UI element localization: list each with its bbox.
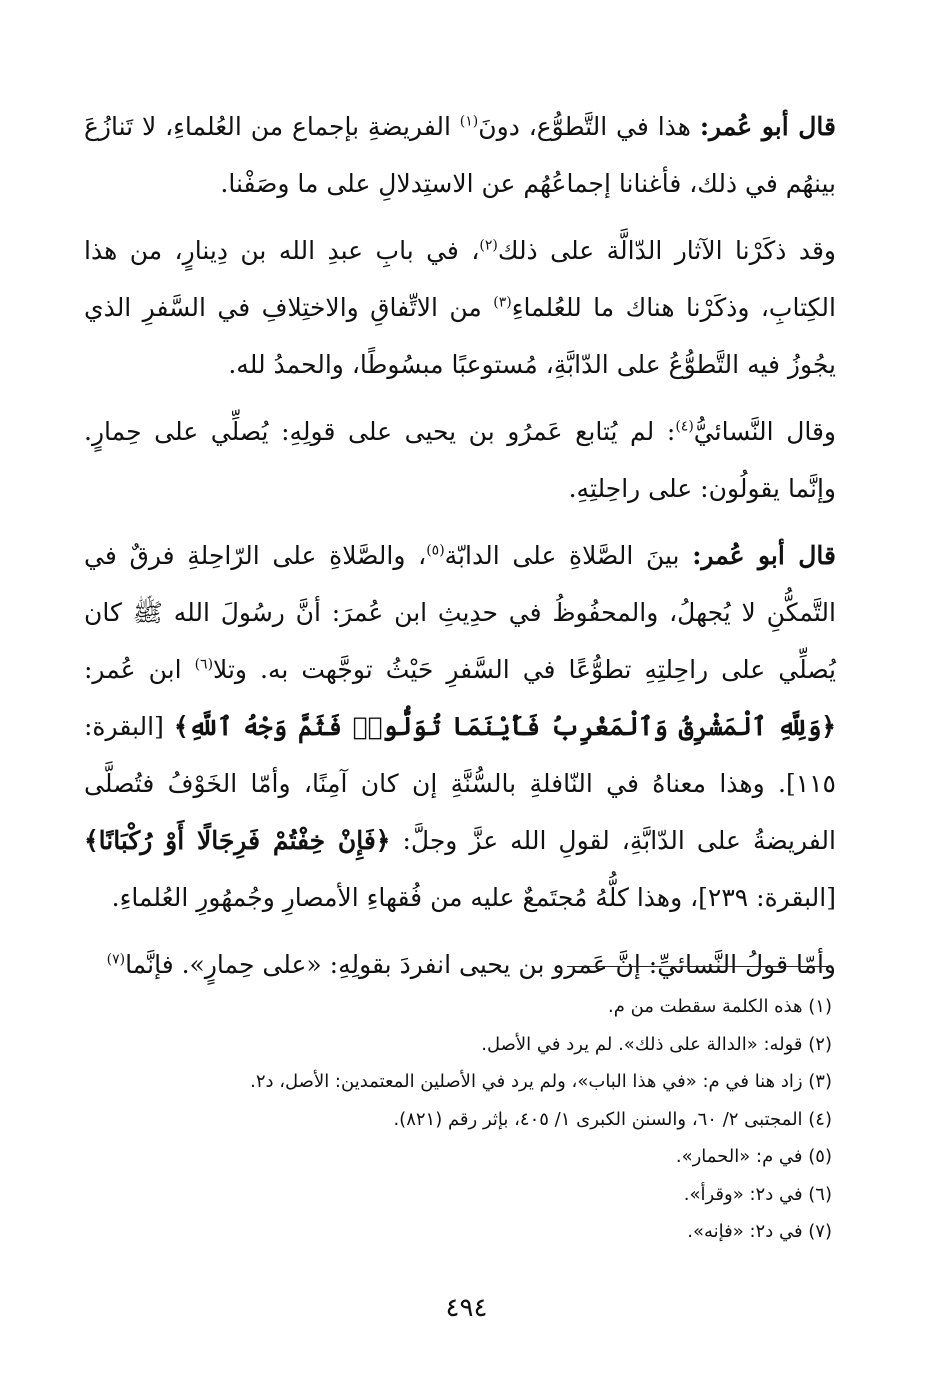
speaker-label: قال أبو عُمر: (699, 112, 836, 141)
quran-quote: ﴿وَلِلَّهِ ٱلْمَشْرِقُ وَٱلْمَغْرِبُ فَأَيْنَمَا تُوَلُّوا۟ فَثَمَّ وَجْهُ ٱللَّهِ﴾ (173, 712, 836, 741)
text-run: ، والصَّلاةِ على الرّاحِلةِ فرقٌ في التَّمكُّنِ لا يُجهلُ، والمحفُوظُ في حدِيثِ ابن عُمرَ: أنَّ رسُولَ الله ﷺ كان يُصلِّي على راحِلتِهِ تطوُّعًا في السَّفرِ حَيْثُ توجَّهت به. وتلا (84, 541, 836, 684)
text-run: [البقرة: ١١٥]. وهذا معناهُ في النّافلةِ بالسُّنَّةِ إن كان آمِنًا، وأمّا الخَوْفُ فتُصلَّى الفريضةُ على الدّابَّةِ، لقولِ الله عزَّ وجلَّ: (84, 712, 836, 855)
text-run: بينَ الصَّلاةِ على الدابّة (444, 541, 693, 570)
footnote-ref[interactable]: (٦) (194, 656, 214, 673)
text-run: وقد ذكَرْنا الآثار الدّالَّة على ذلك (497, 236, 836, 265)
footnote-1: (١) هذه الكلمة سقطت من م. (608, 996, 832, 1017)
paragraph-3 (84, 403, 836, 517)
footnote-6: (٦) في د٢: «وقرأ». (683, 1183, 832, 1205)
text-run: ، في بابِ عبدِ الله بن دِينارٍ، من هذا الكِتابِ، وذكَرْنا هناك ما للعُلماءِ (84, 236, 836, 322)
footnote-7: (٧) في د٢: «فإنه». (687, 1221, 832, 1242)
text-run: ابن عُمر: (84, 655, 195, 684)
footnote-ref[interactable]: (٤) (675, 418, 694, 435)
footnote-2: (٢) قوله: «الدالة على ذلك». لم يرد في الأصل. (481, 1033, 832, 1055)
paragraph-4 (84, 527, 836, 926)
footnote-ref[interactable]: (٣) (493, 294, 512, 311)
speaker-label: قال أبو عُمر: (692, 541, 836, 570)
footnote-3: (٣) زاد هنا في م: «في هذا الباب»، ولم يرد في الأصلين المعتمدين: الأصل، د٢. (250, 1071, 832, 1092)
footnote-4: (٤) المجتبى ٢/ ٦٠، والسنن الكبرى ١/ ٤٠٥، بإثر رقم (٨٢١). (393, 1108, 832, 1130)
paragraph-2 (84, 222, 836, 393)
text-run: الفريضةِ بإجماع من العُلماءِ، لا تَنازُعَ بينهُم في ذلك، فأغنانا إجماعُهُم عن الاستِدلالِ على ما وصَفْنا. (84, 112, 836, 198)
quran-quote: ﴿فَإِنْ خِفْتُمْ فَرِجَالًا أَوْ رُكْبَانًا﴾ (84, 826, 391, 855)
text-run: وقال النَّسائيُّ (693, 417, 836, 446)
footnotes (200, 988, 832, 1251)
text-run: : لم يُتابع عَمرُو بن يحيى على قولِهِ: يُصلِّي على حِمارٍ. وإنَّما يقولُون: على راحِلتِهِ. (84, 417, 836, 503)
text-run: هذا في التَّطوُّع، دونَ (478, 112, 700, 141)
footnote-5: (٥) في م: «الحمار». (675, 1146, 832, 1167)
text-run: من الاتِّفاقِ والاختِلافِ في السَّفرِ الذي يجُوزُ فيه التَّطوُّعُ على الدّابَّةِ، مُستوعبًا مبسُوطًا، والحمدُ لله. (84, 293, 836, 379)
page-number: ٤٩٤ (445, 1293, 488, 1323)
text-run: [البقرة: ٢٣٩]، وهذا كلُّهُ مُجتَمعٌ عليه من فُقهاءِ الأمصارِ وجُمهُورِ العُلماءِ. (111, 883, 836, 912)
paragraph-1 (84, 98, 836, 212)
text-run: وأمّا قولُ النَّسائيِّ: إنَّ عَمرو بن يحيى انفردَ بقولِهِ: «على حِمارٍ». فإنَّما (125, 950, 836, 979)
footnote-ref[interactable]: (١) (459, 113, 479, 130)
main-text (84, 98, 836, 1003)
paragraph-5 (84, 936, 836, 993)
footnote-separator (567, 966, 831, 967)
footnote-ref[interactable]: (٥) (426, 542, 445, 559)
footnote-ref[interactable]: (٢) (479, 237, 498, 254)
footnote-ref[interactable]: (٧) (106, 951, 126, 968)
